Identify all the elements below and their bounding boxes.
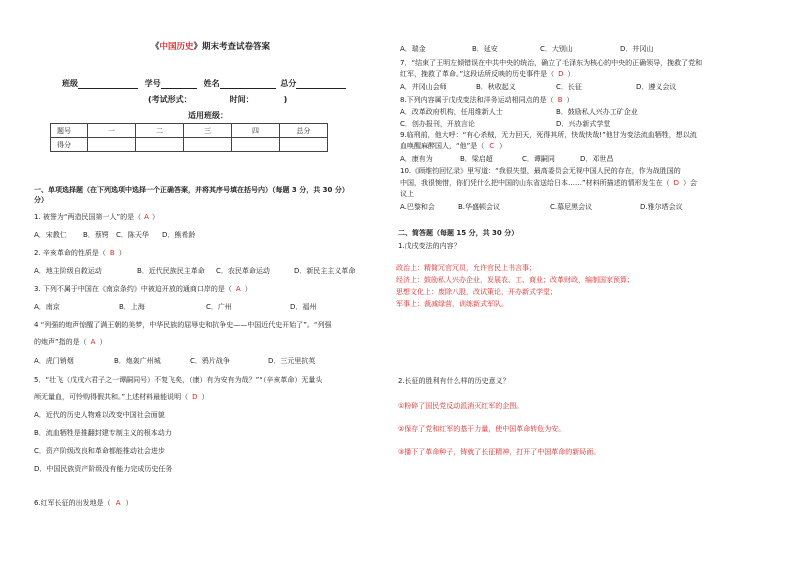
class-field[interactable] [78, 80, 138, 89]
question-10: 10.《顾维钧回忆录》里写道：“我很失望，最高委员会无视中国人民的存在，作为战胜国的 [400, 167, 681, 175]
q7-option-c: C．长征 [556, 83, 582, 91]
q4-option-d: D．三元里抗英 [268, 357, 316, 365]
question-5-line2: 颅无量血，可怜购得假共和。”上述材料最能说明（ D ） [34, 393, 209, 401]
answer-line: ②保存了党和红军的基干力量，使中国革命转危为安。 [398, 425, 566, 433]
q7-option-d: D．遵义会议 [636, 83, 677, 91]
q9-option-b: B．梁启超 [460, 155, 493, 163]
question-6: 6.红军长征的出发地是（ A ） [34, 499, 133, 507]
q7-option-a: A．井冈山会师 [400, 83, 447, 91]
score-input-cell[interactable] [280, 138, 328, 152]
q6-option-d: D．井冈山 [620, 45, 654, 53]
q3-option-a: A．南京 [34, 303, 60, 311]
answer-mark: A [144, 213, 149, 221]
answer-mark: D [192, 393, 198, 401]
q9-option-d: D．邓世昌 [580, 155, 614, 163]
name-field[interactable] [220, 80, 276, 89]
answer-mark: B [109, 249, 115, 257]
question-7-line2: 红军，挽救了革命。”这段话所反映的历史事件是（ D ） [400, 70, 575, 78]
table-cell: 三 [184, 124, 232, 138]
q5-option-b: B．流血牺牲是推翻封建专制主义的根本动力 [34, 429, 172, 437]
table-cell: 题号 [51, 124, 88, 138]
student-info-row [62, 78, 346, 89]
q5-option-d: D．中国民族资产阶级没有能力完成历史任务 [34, 465, 173, 473]
q10-option-c: C.慕尼黑会议 [550, 203, 593, 211]
q10-option-a: A.巴黎和会 [400, 203, 435, 211]
table-cell: 二 [136, 124, 184, 138]
q4-option-c: C．鸦片战争 [190, 357, 230, 365]
short-question-1: 1.戊戌变法的内容？ [398, 242, 461, 250]
q1-option-d: D．熊希龄 [162, 231, 196, 239]
q2-option-b: B．近代民族民主革命 [137, 267, 205, 275]
table-cell: 一 [88, 124, 136, 138]
score-input-cell[interactable] [136, 138, 184, 152]
score-label: 总分 [280, 79, 297, 88]
table-cell: 总分 [280, 124, 328, 138]
answer-mark: D [673, 179, 680, 187]
score-input-cell[interactable] [88, 138, 136, 152]
q10-option-d: D.雅尔塔会议 [640, 203, 683, 211]
answer-mark: C [489, 142, 495, 150]
score-field[interactable] [296, 80, 346, 89]
id-label: 学号 [144, 79, 161, 88]
answer-line: ①粉碎了国民党反动派消灭红军的企图。 [398, 402, 524, 410]
answer-mark: D [558, 70, 564, 78]
q4-option-a: A．虎门销烟 [34, 357, 74, 365]
answer-line: 政治上：精简冗官冗员，允许官民上书言事； [396, 264, 536, 272]
q8-option-b: B．鼓励私人兴办工矿企业 [556, 108, 638, 116]
q4-option-b: B．炮轰广州城 [114, 357, 161, 365]
answer-line: ③播下了革命种子，铸就了长征精神，打开了中国革命的新局面。 [398, 448, 601, 456]
section2-title: 二、简答题（每题 15 分，共 30 分） [398, 229, 519, 237]
class-label: 班级 [62, 79, 78, 88]
q5-option-c: C．资产阶级改良和革命都能推动社会进步 [34, 447, 165, 455]
question-3: 3. 下列不属于中国在《南京条约》中被迫开放的通商口岸的是（ A ） [34, 285, 252, 293]
answer-mark: B [557, 96, 563, 104]
page-title: 《中国历史》期末考查试卷答案 [151, 42, 271, 52]
name-label: 姓名 [203, 79, 220, 88]
question-4-line2: 的炮声”指的是（ A ） [34, 338, 107, 346]
table-row [51, 138, 328, 152]
question-10-line3: 议上 [400, 190, 414, 198]
answer-line: 经济上：鼓励私人兴办企业，发展农、工、商业；改革财政，编制国家预算； [396, 276, 634, 284]
question-2: 2. 辛亥革命的性质是（ B ） [34, 249, 126, 257]
q1-option-b: B．蔡锷 [83, 231, 109, 239]
short-question-2: 2.长征的胜利有什么样的历史意义？ [398, 377, 510, 385]
answer-line: 军事上：裁减绿营，训练新式军队。 [396, 300, 508, 308]
score-input-cell[interactable] [232, 138, 280, 152]
q7-option-b: B．秋收起义 [476, 83, 516, 91]
question-9: 9.临刑前，他大呼：“有心杀贼，无力回天，死得其所，快哉快哉!”他甘为变法流血牺牲，想以流 [400, 131, 697, 139]
question-4: 4 “列强的炮声惊醒了满王朝的美梦，中华民族的屈辱史和抗争史——中国近代史开始了”。“列强 [34, 321, 332, 329]
q10-option-b: B.华盛顿会议 [458, 203, 501, 211]
q5-option-a: A．近代的历史人物难以改变中国社会面貌 [34, 411, 165, 419]
question-5: 5．“壮飞（戊戌六君子之一谭嗣同号）不复飞矣，（康）有为安有为哉？”“（辛亥革命）无量头 [34, 376, 323, 384]
q2-option-c: C．农民革命运动 [216, 267, 270, 275]
table-cell: 得分 [51, 138, 88, 152]
exam-info: (考试形式： 时间： ) [148, 95, 288, 104]
q8-option-d: D．兴办新式学堂 [556, 120, 611, 128]
answer-mark: A [115, 499, 121, 507]
question-10-line2: 中国，我很惋惜，你们凭什么把中国的山东省送给日本……”材料所描述的情形发生在（ D ）会 [400, 179, 698, 187]
question-8: 8.下列内容属于戊戌变法和洋务运动相同点的是（ B ） [400, 96, 574, 104]
answer-line: 思想文化上：废除八股，改试策论，开办新式学堂； [396, 288, 557, 296]
id-field[interactable] [161, 80, 197, 89]
table-row [51, 124, 328, 138]
q9-option-a: A．康有为 [400, 155, 433, 163]
q1-option-a: A．宋教仁 [34, 231, 67, 239]
q9-option-c: C．谭嗣同 [522, 155, 555, 163]
score-input-cell[interactable] [184, 138, 232, 152]
q8-option-c: C．创办报刊，开放言论 [400, 120, 475, 128]
q3-option-b: B．上海 [119, 303, 145, 311]
question-7: 7．“结束了王明左倾错误在中共中央的统治，确立了毛泽东为核心的中央的正确领导，挽救了党和 [400, 59, 703, 67]
applicable-class: 适用班级： [188, 111, 228, 120]
question-9-line2: 血唤醒麻醉国人，“他”是（ C ） [400, 142, 507, 150]
q2-option-a: A．地主阶级自救运动 [34, 267, 102, 275]
answer-mark: A [235, 285, 241, 293]
q6-option-a: A．瑞金 [400, 45, 426, 53]
score-table [50, 123, 328, 152]
q3-option-c: C．广州 [206, 303, 232, 311]
q3-option-d: D．福州 [290, 303, 317, 311]
q6-option-c: C．大别山 [540, 45, 573, 53]
section1-title: 一、单项选择题（在下列选项中选择一个正确答案，并将其序号填在括号内）（每题 3 分，共 30 分） [34, 186, 349, 194]
q8-option-a: A．改革政府机构，任用维新人士 [400, 108, 503, 116]
answer-mark: A [90, 338, 96, 346]
q6-option-b: B．延安 [472, 45, 498, 53]
question-1: 1. 被誉为“两造民国第一人”的是（ A ） [34, 213, 159, 221]
q1-option-c: C．陈天华 [116, 231, 149, 239]
table-cell: 四 [232, 124, 280, 138]
q2-option-d: D．新民主主义革命 [294, 267, 356, 275]
answer-1-block [396, 264, 634, 318]
